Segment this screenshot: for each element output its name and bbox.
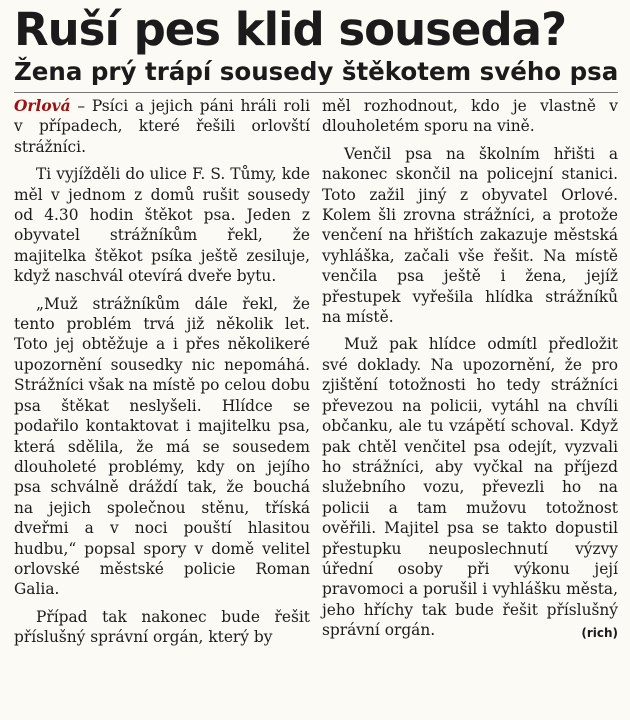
paragraph: Případ tak nakonec bude řešit příslušný správní orgán, který by xyxy=(14,607,310,647)
paragraph: Ti vyjížděli do ulice F. S. Tůmy, kde měl v jednom z domů rušit sousedy od 4.30 hodin štěkot psa. Jeden z obyvatel strážníkům řekl, že majitelka štěkot psíka ještě zesiluje, když naschvál otevírá dveře bytu. xyxy=(14,165,310,286)
article-body xyxy=(14,96,618,655)
continued-paragraph: měl rozhodnout, kdo je vlastně v dlouholetém sporu na vině. xyxy=(322,97,618,136)
final-paragraph xyxy=(322,334,618,640)
left-column xyxy=(14,96,310,655)
right-column xyxy=(322,96,618,655)
article-subheadline: Žena prý trápí sousedy štěkotem svého psa xyxy=(14,57,619,86)
author-signature: (rich) xyxy=(581,626,618,641)
article-headline: Ruší pes klid souseda? xyxy=(14,3,567,56)
location-label: Orlová xyxy=(14,97,71,115)
lead-paragraph xyxy=(14,96,310,157)
lead-text: – Psíci a jejich páni hráli roli v případech, které řešili orlovští strážníci. xyxy=(14,97,310,156)
paragraph: Venčil psa na školním hřišti a nakonec skončil na policejní stanici. Toto zažil jiný z obyvatel Orlové. Kolem šli zrovna strážníci, a protože venčení na hřištích zakazuje městská vyhláška, začali vše řešit. Na místě venčila psa ještě i žena, jejíž přestupek vyřešila hlídka strážníků na místě. xyxy=(322,144,618,327)
quote-paragraph: „Muž strážníkům dále řekl, že tento problém trvá již několik let. Toto jej obtěžuje a i přes několikeré upozornění sousedky nic nepomáhá. Strážníci však na místě po celou dobu psa štěkat neslyšeli. Hlídce se podařilo kontaktovat i majitelku psa, která sdělila, že má se sousedem dlouholeté problémy, kdy on jejího psa schválně dráždí tak, že bouchá na jejich společnou stěnu, tříská dveřmi a v noci pouští hlasitou hudbu,“ popsal spory v domě velitel orlovské městské policie Roman Galia. xyxy=(14,294,310,599)
final-paragraph-text: Muž pak hlídce odmítl předložit své doklady. Na upozornění, že pro zjištění totožnosti ho tedy strážníci převezou na policii, vytáhl na chvíli občanku, ale tu vzápětí schoval. Když pak chtěl venčitel psa odejít, vyzvali ho strážníci, aby vyčkal na příjezd služebního vozu, převezli ho na policii a tam mužovu totožnost ověřili. Majitel psa se takto dopustil přestupku neuposlechnutí výzvy úřední osoby při výkonu její pravomoci a porušil i vyhlášku města, jeho hříchy tak bude řešit příslušný správní orgán. xyxy=(322,335,618,640)
headline-divider xyxy=(14,92,618,93)
